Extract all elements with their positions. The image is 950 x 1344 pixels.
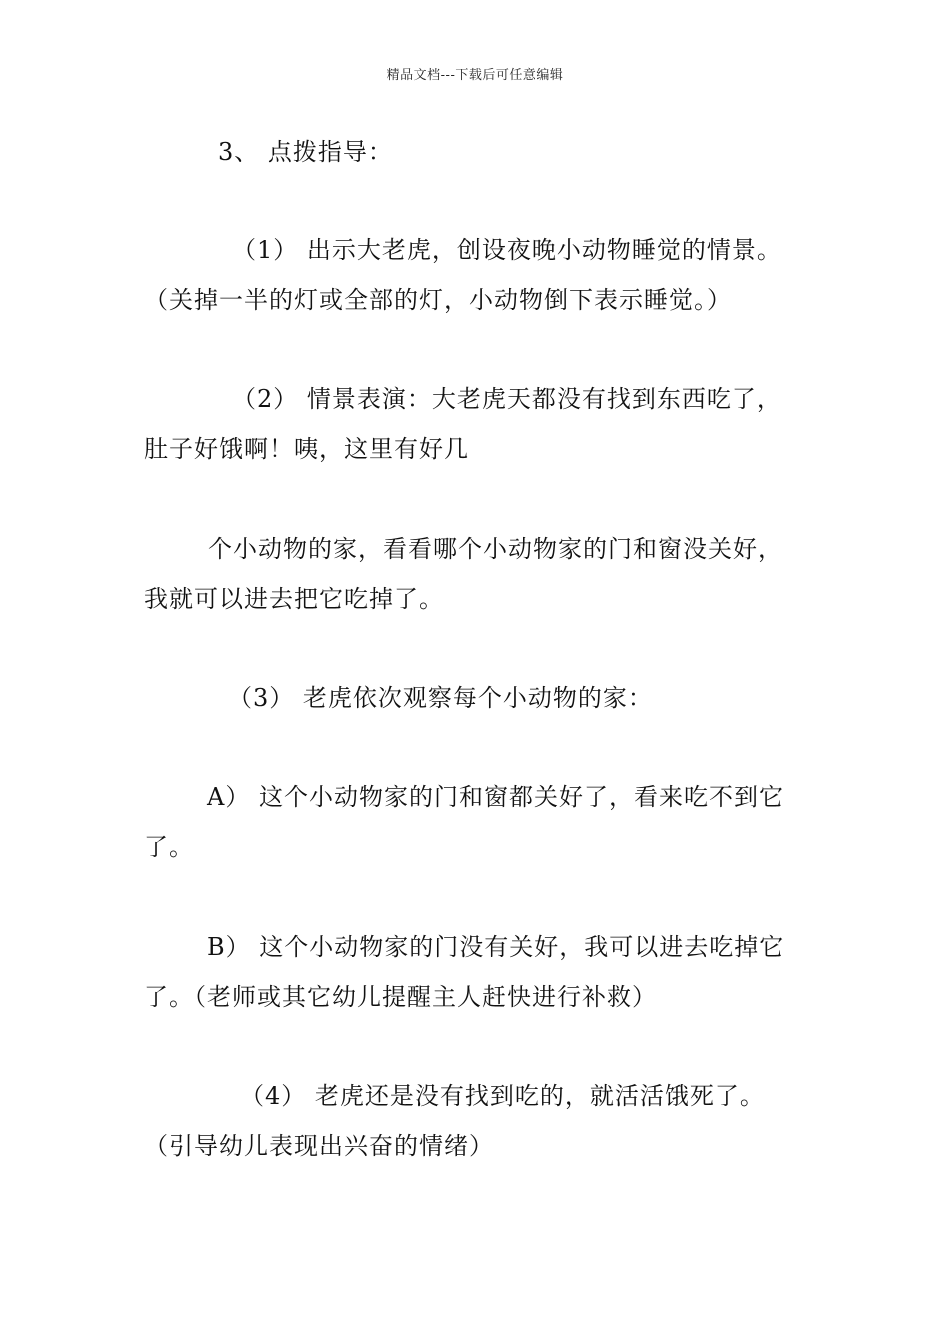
paragraph-line: （引导幼儿表现出兴奋的情绪）	[144, 1132, 494, 1160]
paragraph-line: A） 这个小动物家的门和窗都关好了，看来吃不到它	[207, 783, 784, 811]
paragraph-line: 个小动物的家，看看哪个小动物家的门和窗没关好，	[208, 535, 783, 563]
paragraph-line: （4） 老虎还是没有找到吃的，就活活饿死了。	[240, 1082, 765, 1110]
paragraph-line: （1） 出示大老虎，创设夜晚小动物睡觉的情景。	[232, 236, 782, 264]
paragraph-line: 了。	[144, 833, 194, 861]
section-heading: 3、 点拨指导：	[218, 138, 393, 166]
paragraph-line: （3） 老虎依次观察每个小动物的家：	[228, 684, 653, 712]
paragraph-line: （关掉一半的灯或全部的灯，小动物倒下表示睡觉。）	[144, 286, 732, 314]
paragraph-line: 肚子好饿啊！咦，这里有好几	[144, 435, 469, 463]
paragraph-line: B） 这个小动物家的门没有关好，我可以进去吃掉它	[207, 933, 785, 961]
paragraph-line: 了。（老师或其它幼儿提醒主人赶快进行补救）	[144, 983, 657, 1011]
page-header: 精品文档---下载后可任意编辑	[386, 68, 564, 83]
paragraph-line: 我就可以进去把它吃掉了。	[144, 585, 444, 613]
paragraph-line: （2） 情景表演：大老虎天都没有找到东西吃了，	[232, 385, 782, 413]
